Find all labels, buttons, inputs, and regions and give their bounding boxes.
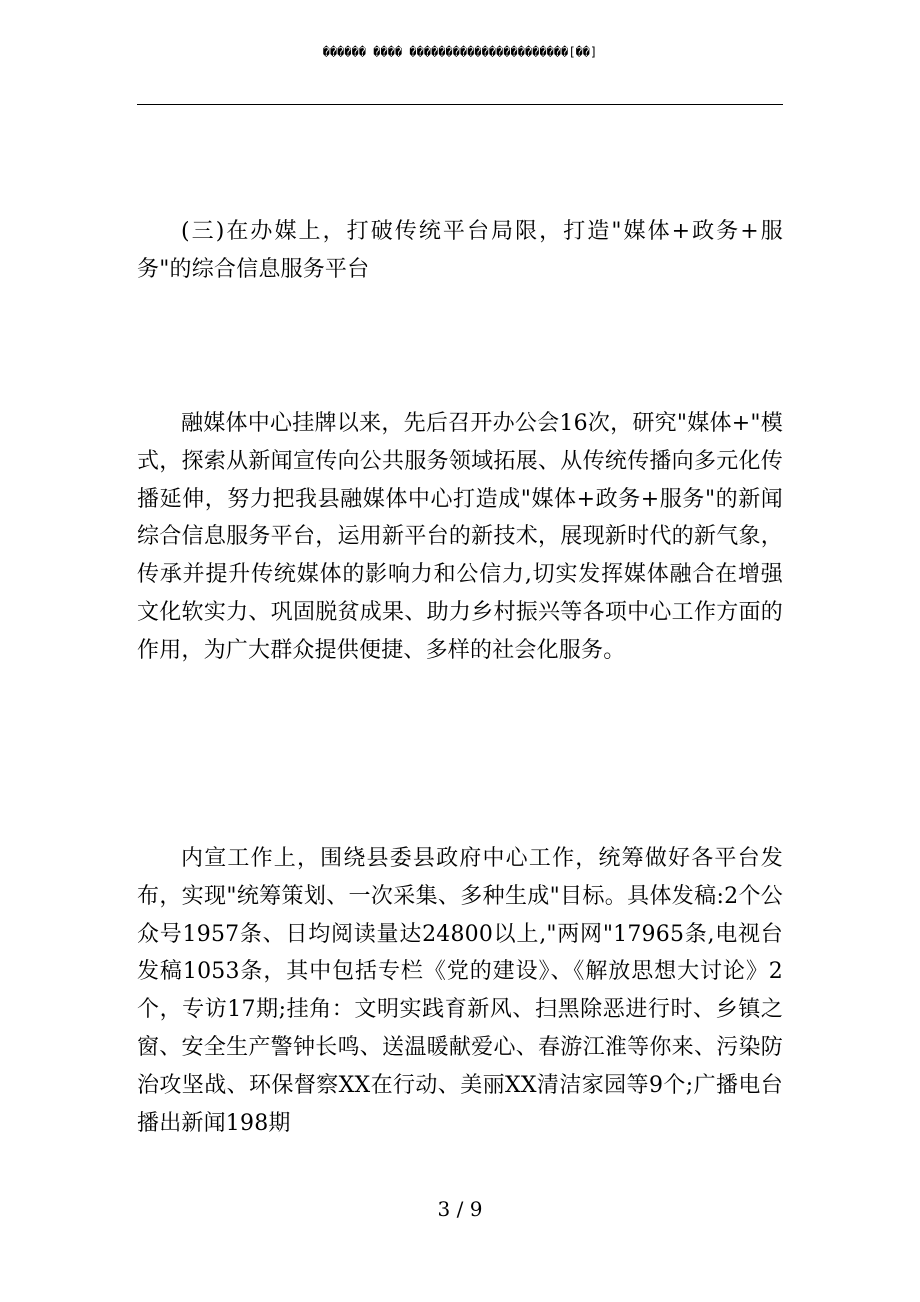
section-heading-text: (三)在办媒上，打破传统平台局限，打造"媒体+政务+服务"的综合信息服务平台 [137, 219, 783, 282]
section-heading [137, 213, 783, 289]
header-divider [137, 104, 783, 105]
paragraph-text: 内宣工作上，围绕县委县政府中心工作，统筹做好各平台发布，实现"统筹策划、一次采集、多种生成"目标。具体发稿:2个公众号1957条、日均阅读量达24800以上,"两网"17965条,电视台发稿1053条，其中包括专栏《党的建设》、《解放思想大讨论》2个，专访17期;挂角：文明实践育新风、扫黑除恶进行时、乡镇之窗、安全生产警钟长鸣、送温暖献爱心、春游江淮等你来、污染防治攻坚战、环保督察XX在行动、美丽XX清洁家园等9个;广播电台播出新闻198期 [137, 846, 783, 1136]
page-header: ������ ���� ����������������������[��] [322, 45, 598, 59]
paragraph-text: 融媒体中心挂牌以来，先后召开办公会16次，研究"媒体+"模式，探索从新闻宣传向公共服务领域拓展、从传统传播向多元化传播延伸，努力把我县融媒体中心打造成"媒体+政务+服务"的新闻综合信息服务平台，运用新平台的新技术，展现新时代的新气象，传承并提升传统媒体的影响力和公信力,切实发挥媒体融合在增强文化软实力、巩固脱贫成果、助力乡村振兴等各项中心工作方面的作用，为广大群众提供便捷、多样的社会化服务。 [137, 411, 783, 663]
page-number: 3 / 9 [437, 1197, 483, 1221]
body-paragraph-2 [137, 840, 783, 1142]
body-paragraph-1 [137, 405, 783, 670]
